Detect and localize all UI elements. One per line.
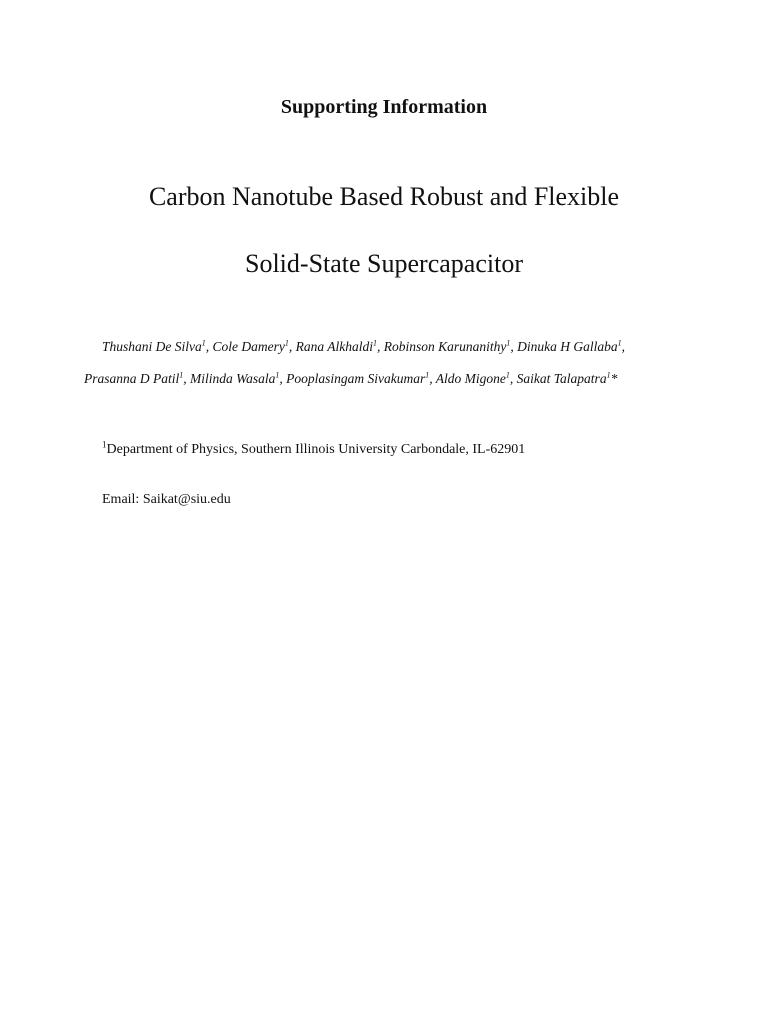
- author-name: Rana Alkhaldi: [295, 339, 373, 354]
- author-name: Prasanna D Patil: [84, 371, 180, 386]
- author-affiliation-marker: 1: [425, 370, 430, 380]
- author-name: Pooplasingam Sivakumar: [286, 371, 426, 386]
- author-separator: ,: [376, 339, 384, 354]
- affiliation: [102, 440, 702, 460]
- author-affiliation-marker: 1: [179, 370, 184, 380]
- author-name: Cole Damery: [212, 339, 285, 354]
- author-affiliation-marker: 1: [275, 370, 280, 380]
- corresponding-author-marker: *: [610, 371, 618, 386]
- author-separator: ,: [510, 339, 518, 354]
- author-name: Dinuka H Gallaba: [517, 339, 618, 354]
- paper-title-line-1: Carbon Nanotube Based Robust and Flexible: [148, 182, 620, 211]
- author-affiliation-marker: 1: [284, 338, 289, 348]
- author-separator: ,: [205, 339, 213, 354]
- author-name: Milinda Wasala: [190, 371, 276, 386]
- author-name: Robinson Karunanithy: [383, 339, 507, 354]
- author-affiliation-marker: 1: [506, 338, 511, 348]
- author-separator: ,: [183, 371, 191, 386]
- supporting-information-heading: Supporting Information: [280, 96, 488, 118]
- affiliation-text: Department of Physics, Southern Illinois University Carbondale, IL-62901: [106, 442, 526, 457]
- author-name: Saikat Talapatra: [516, 371, 607, 386]
- author-separator: ,: [288, 339, 296, 354]
- author-separator: ,: [509, 371, 517, 386]
- author-list: [84, 331, 644, 395]
- affiliation-marker: 1: [102, 439, 107, 450]
- author-affiliation-marker: 1: [201, 338, 206, 348]
- author-name: Aldo Migone: [435, 371, 506, 386]
- author-affiliation-marker: 1: [372, 338, 377, 348]
- author-separator: ,: [429, 371, 436, 386]
- author-affiliation-marker: 1: [505, 370, 510, 380]
- paper-title-line-2: Solid-State Supercapacitor: [245, 249, 523, 278]
- contact-email: Email: Saikat@siu.edu: [102, 492, 231, 507]
- author-name: Thushani De Silva: [102, 339, 202, 354]
- author-affiliation-marker: 1: [606, 370, 611, 380]
- author-affiliation-marker: 1: [617, 338, 622, 348]
- author-separator: ,: [621, 339, 625, 354]
- author-separator: ,: [279, 371, 287, 386]
